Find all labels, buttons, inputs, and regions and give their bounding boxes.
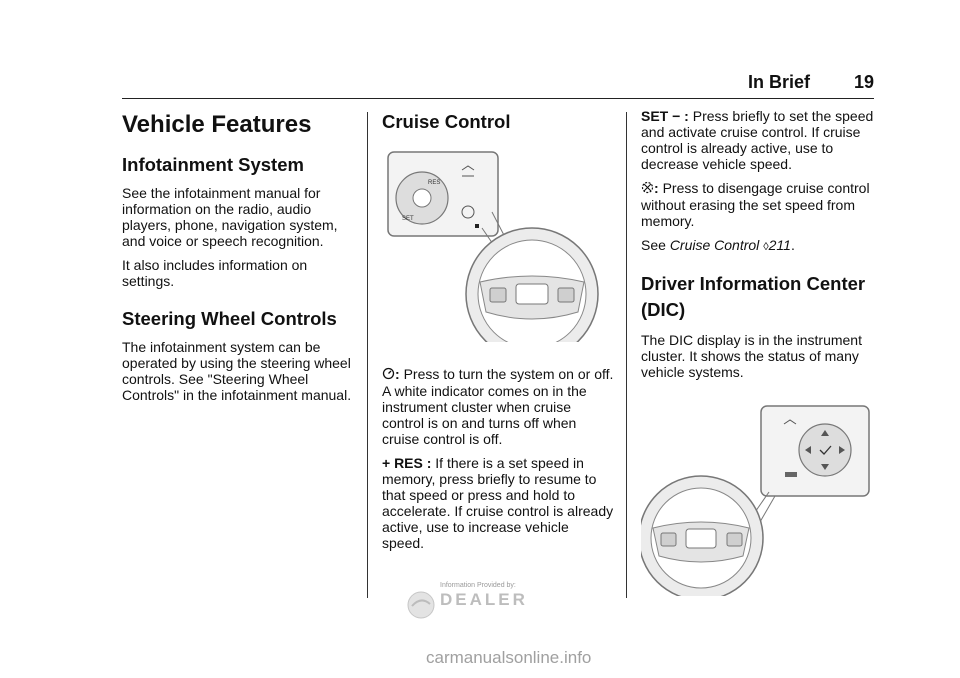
dic-figure: [641, 388, 875, 596]
page-number: 19: [853, 72, 874, 92]
column-divider-2: [626, 112, 627, 598]
cancel-description: : Press to disengage cruise control without erasing the set speed from memory.: [641, 180, 870, 229]
svg-text:SET: SET: [402, 216, 414, 222]
column-vehicle-features: [122, 108, 358, 411]
page-title: Vehicle Features: [122, 111, 312, 138]
dic-paragraph: The DIC display is in the instrument cluster. It shows the status of many vehicle systems.: [641, 332, 862, 380]
section-title: In Brief: [747, 72, 810, 92]
steering-wheel-icon: [466, 228, 598, 342]
infotainment-paragraph: See the infotainment manual for information on the radio, audio players, phone, navigation system, and voice or speech recognition.: [122, 185, 338, 249]
dic-heading: Driver Information Center (DIC): [641, 273, 866, 320]
column-divider-1: [367, 112, 368, 598]
cruise-control-figure: [382, 142, 614, 342]
header-rule: [122, 98, 874, 99]
cruise-cancel-icon: [641, 181, 654, 197]
watermark-caption: Information Provided by:: [440, 582, 516, 589]
column-cruise-control: [382, 108, 614, 559]
watermark-dealer: DEALER: [440, 590, 528, 609]
cruise-control-heading: Cruise Control: [382, 111, 511, 132]
cruise-on-off-description: : Press to turn the system on or off. A white indicator comes on in the instrument cluster when cruise control is on and turns off when cruise control is off.: [382, 366, 614, 447]
steering-controls-paragraph: The infotainment system can be operated by using the steering wheel controls. See "Steering Wheel Controls" in the infotainment manual.: [122, 339, 352, 403]
set-description: SET − : Press briefly to set the speed and activate cruise control. If cruise control is already active, use to decrease vehicle speed.: [641, 108, 874, 172]
steering-controls-heading: Steering Wheel Controls: [122, 308, 337, 329]
resume-description: + RES : If there is a set speed in memory, press briefly to resume to that speed or press and hold to accelerate. If cruise control is already active, use to increase vehicle speed.: [382, 455, 614, 551]
see-reference: See Cruise Control ◊211.: [641, 237, 795, 253]
dealer-logo-icon: [406, 590, 436, 625]
cruise-control-link[interactable]: Cruise Control: [669, 237, 760, 253]
infotainment-settings-paragraph: It also includes information on settings.: [122, 257, 308, 289]
infotainment-heading: Infotainment System: [122, 154, 304, 175]
cruise-on-off-icon: [382, 367, 395, 383]
column-set-and-dic: [641, 108, 875, 596]
svg-text:RES: RES: [428, 180, 441, 186]
footer-site: carmanualsonline.info: [426, 648, 592, 667]
